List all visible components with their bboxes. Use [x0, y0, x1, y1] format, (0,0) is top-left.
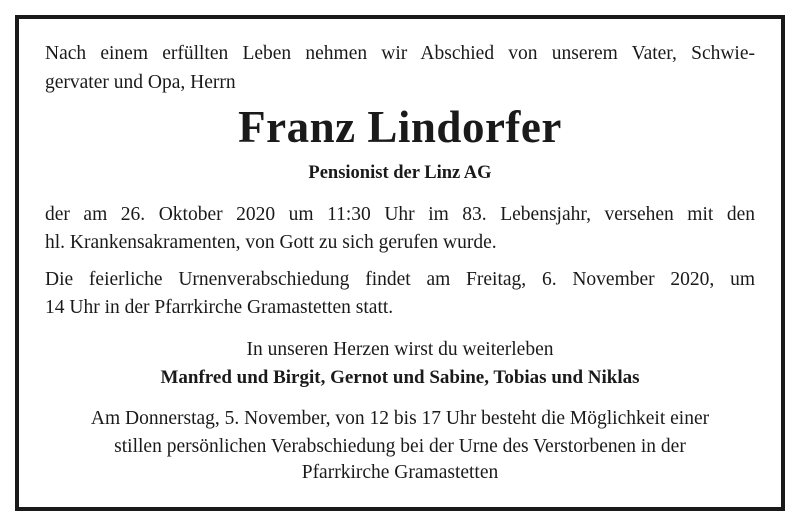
- viewing-line-1: Am Donnerstag, 5. November, von 12 bis 17 Uhr besteht die Möglichkeit einer: [90, 408, 710, 429]
- memorial-line: In unseren Herzen wirst du weiterleben: [246, 339, 554, 360]
- ceremony-line-2: 14 Uhr in der Pfarrkirche Gramastetten statt.: [45, 297, 394, 318]
- deceased-name: Franz Lindorfer: [238, 102, 562, 152]
- viewing-line-2: stillen persönlichen Verabschiedung bei der Urne des Verstorbenen in der: [114, 436, 686, 457]
- death-details-line-2: hl. Krankensakramenten, von Gott zu sich gerufen wurde.: [45, 232, 497, 253]
- ceremony-line-1: Die feierliche Urnenverabschiedung findet am Freitag, 6. November 2020, um: [45, 269, 755, 290]
- death-details-line-1: der am 26. Oktober 2020 um 11:30 Uhr im 83. Lebensjahr, versehen mit den: [45, 204, 755, 225]
- family-names: Manfred und Birgit, Gernot und Sabine, Tobias und Niklas: [160, 367, 640, 388]
- viewing-line-3: Pfarrkirche Gramastetten: [301, 462, 499, 483]
- intro-line-2: gervater und Opa, Herrn: [45, 72, 236, 93]
- intro-line-1: Nach einem erfüllten Leben nehmen wir Abschied von unserem Vater, Schwie-: [45, 43, 755, 64]
- deceased-title: Pensionist der Linz AG: [308, 163, 492, 183]
